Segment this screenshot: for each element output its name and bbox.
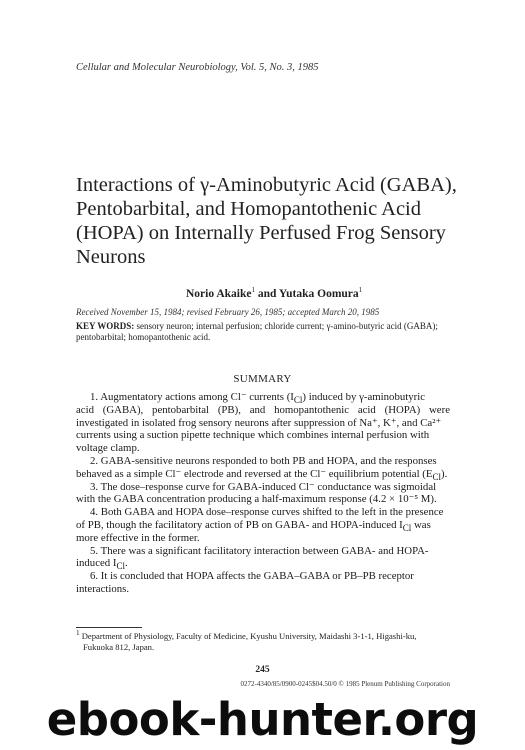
keywords-label: KEY WORDS:	[76, 321, 135, 331]
summary-text: of PB, though the facilitatory action of PB on GABA- and HOPA-induced I	[76, 518, 403, 531]
summary-line: currents using a suction pipette technique which combines internal perfusion with	[76, 429, 430, 442]
keywords-line: pentobarbital; homopantothenic acid.	[76, 332, 211, 342]
summary-line: 6. It is concluded that HOPA affects the GABA–GABA or PB–PB receptor	[90, 570, 414, 583]
summary-line	[76, 391, 450, 404]
title-line: Pentobarbital, and Homopantothenic Acid	[76, 198, 422, 220]
keywords-text: sensory neuron; internal perfusion; chloride current; γ-amino-butyric acid (GABA);	[136, 321, 438, 331]
received-dates: Received November 15, 1984; revised February 26, 1985; accepted March 20, 1985	[76, 307, 380, 317]
subscript: Cl	[293, 395, 303, 406]
summary-line	[76, 557, 450, 570]
summary-line: more effective in the former.	[76, 531, 200, 544]
subscript: Cl	[116, 561, 125, 572]
affiliation-mark: 1	[358, 286, 363, 295]
summary-line: 5. There was a significant facilitatory interaction between GABA- and HOPA-	[90, 544, 429, 557]
summary-line: 3. The dose–response curve for GABA-induced Cl⁻ conductance was sigmoidal	[90, 480, 437, 493]
summary-line: voltage clamp.	[76, 442, 140, 455]
author-list	[186, 288, 362, 300]
title-line: Interactions of γ-Aminobutyric Acid (GABA),	[76, 174, 457, 196]
keywords-line	[76, 321, 448, 332]
summary-text: 1. Augmentatory actions among Cl⁻ currents (I	[90, 391, 294, 403]
summary-text: induced I	[76, 557, 117, 570]
page-number: 245	[255, 665, 270, 675]
footnote-line	[76, 631, 450, 642]
summary-line	[76, 468, 450, 481]
subscript: Cl	[432, 471, 441, 482]
summary-line: 4. Both GABA and HOPA dose–response curves shifted to the left in the presence	[90, 506, 444, 519]
footnote-line: Fukuoka 812, Japan.	[83, 641, 155, 652]
summary-body	[76, 391, 450, 596]
summary-line: acid (GABA), pentobarbital (PB), and homopantothenic acid (HOPA) were	[76, 403, 450, 416]
copyright-line: 0272-4340/85/0900-0245$04.50/0 © 1985 Plenum Publishing Corporation	[240, 680, 450, 688]
summary-text: behaved as a simple Cl⁻ electrode and reversed at the Cl⁻ equilibrium potential (E	[76, 467, 433, 480]
author-connector: and	[255, 288, 279, 300]
summary-text: .	[125, 557, 128, 570]
summary-text: ).	[441, 467, 448, 480]
footnote	[76, 631, 450, 652]
summary-line: investigated in isolated frog sensory neurons after suppression of Na⁺, K⁺, and Ca²⁺	[76, 416, 442, 429]
summary-line: with the GABA concentration producing a half-maximum response (4.2 × 10⁻⁵ M).	[76, 493, 437, 506]
author-name: Yutaka Oomura	[278, 288, 359, 300]
summary-line: interactions.	[76, 582, 130, 595]
footnote-divider	[76, 627, 142, 628]
author-name: Norio Akaike	[186, 288, 252, 300]
journal-citation: Cellular and Molecular Neurobiology, Vol. 5, No. 3, 1985	[76, 62, 319, 73]
footnote-text: Department of Physiology, Faculty of Medicine, Kyushu University, Maidashi 3-1-1, Higashi-ku,	[79, 631, 417, 641]
watermark-banner: ebook-hunter.org	[46, 693, 479, 746]
summary-heading: SUMMARY	[233, 373, 292, 385]
subscript: Cl	[402, 523, 412, 534]
keywords	[76, 321, 448, 343]
footnote-mark: 1	[76, 629, 80, 638]
summary-text: ) induced by γ-aminobutyric	[302, 391, 426, 403]
article-title	[76, 173, 496, 269]
summary-line	[76, 519, 450, 532]
summary-line: 2. GABA-sensitive neurons responded to both PB and HOPA, and the responses	[90, 454, 437, 467]
summary-text: was	[411, 518, 431, 531]
affiliation-mark: 1	[251, 286, 255, 295]
title-line: Neurons	[76, 246, 146, 268]
title-line: (HOPA) on Internally Perfused Frog Sensory	[76, 222, 446, 244]
